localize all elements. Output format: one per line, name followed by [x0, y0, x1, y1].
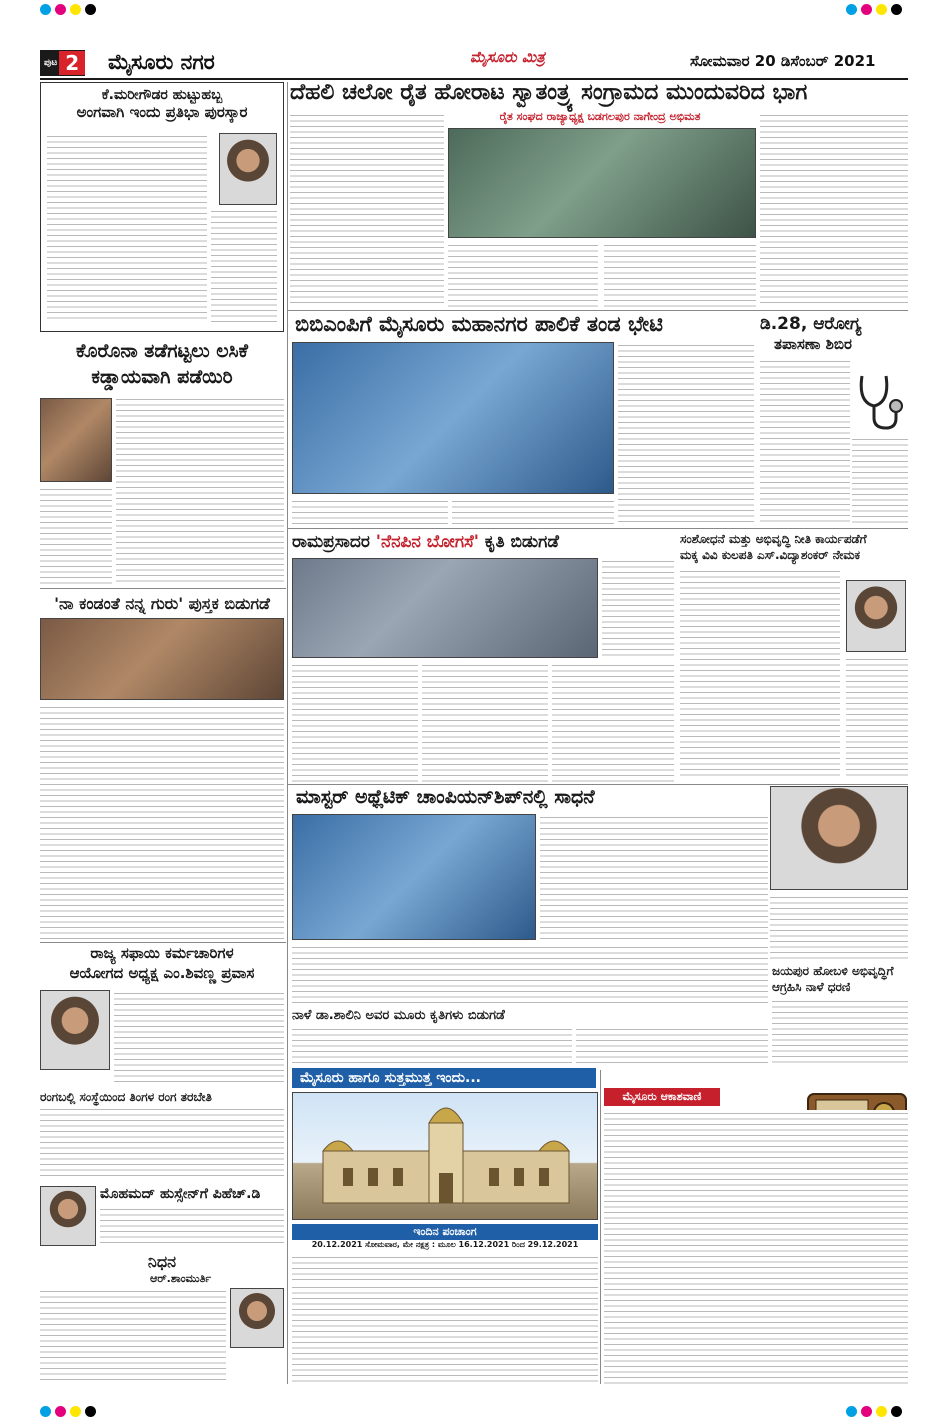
phd-body-text [100, 1206, 284, 1246]
book-body-text [40, 704, 284, 940]
registration-dots-top-right [846, 4, 902, 15]
award-body-text-2 [211, 208, 277, 323]
safai-title-1: ರಾಜ್ಯ ಸಫಾಯಿ ಕರ್ಮಚಾರಿಗಳ [90, 944, 234, 962]
cyan-dot [40, 4, 51, 15]
award-title-1: ಕೆ.ಮರೀಗೌಡರ ಹುಟ್ಟುಹಬ್ಬ [101, 87, 223, 103]
award-article [40, 82, 284, 332]
black-dot [891, 1406, 902, 1417]
magenta-dot [55, 1406, 66, 1417]
jayapura-title-2: ಆಗ್ರಹಿಸಿ ನಾಳೆ ಧರಣಿ [772, 980, 851, 994]
farmers-body-col4 [760, 112, 908, 307]
registration-dots-bottom-right [846, 1406, 902, 1417]
bbmp-headline: ಬಿಬಿಎಂಪಿಗೆ ಮೈಸೂರು ಮಹಾನಗರ ಪಾಲಿಕೆ ತಂಡ ಭೇಟಿ [295, 312, 663, 336]
bbmp-body-1 [292, 498, 448, 526]
obituary-headline: ನಿಧನ [147, 1252, 177, 1271]
research-body-2 [846, 656, 908, 780]
theatre-body-text [40, 1106, 284, 1180]
yellow-dot [876, 4, 887, 15]
magenta-dot [861, 1406, 872, 1417]
obituary-name: ಆರ್.ಶಾಂಮುರ್ತಿ [150, 1272, 212, 1285]
safai-title-2: ಆಯೋಗದ ಅಧ್ಯಕ್ಷ ಎಂ.ಶಿವಣ್ಣ ಪ್ರವಾಸ [69, 964, 255, 982]
ramaprasad-title-suffix: ಕೃತಿ ಬಿಡುಗಡೆ [478, 532, 559, 552]
ramaprasad-title-prefix: ರಾಮಪ್ರಸಾದರ [292, 532, 376, 552]
shalini-body-1 [292, 1026, 572, 1066]
ramaprasad-body-2 [422, 662, 548, 782]
page-number-badge [40, 50, 85, 76]
bbmp-meeting-photo [292, 342, 614, 494]
award-portrait [219, 133, 277, 205]
farmers-subhead: ರೈತ ಸಂಘದ ರಾಜ್ಯಾಧ್ಯಕ್ಷ ಬಡಗಲಪುರ ನಾಗೇಂದ್ರ ಅಭಿಮತ [499, 110, 701, 123]
jayapura-title-1: ಜಯಪುರ ಹೋಬಳಿ ಅಭಿವೃದ್ಧಿಗೆ [772, 964, 894, 978]
farmers-body-col2 [448, 242, 598, 307]
health-camp-body [760, 358, 850, 526]
ramaprasad-body-1 [292, 662, 418, 782]
yellow-dot [70, 4, 81, 15]
athletics-body-2 [292, 944, 768, 1004]
corona-title-1: ಕೊರೊನಾ ತಡೆಗಟ್ಟಲು ಲಸಿಕೆ [76, 340, 248, 362]
hussain-portrait [40, 1186, 96, 1246]
research-title-1: ಸಂಶೋಧನೆ ಮತ್ತು ಅಭಿವೃದ್ಧಿ ನೀತಿ ಕಾರ್ಯಪಡೆಗೆ [680, 532, 867, 546]
today-events-list [292, 1284, 598, 1384]
athletics-portrait [770, 786, 908, 890]
book-headline: 'ನಾ ಕಂಡಂತೆ ನನ್ನ ಗುರು' ಪುಸ್ತಕ ಬಿಡುಗಡೆ [54, 594, 270, 613]
corona-title-2: ಕಡ್ಡಾಯವಾಗಿ ಪಡೆಯಿರಿ [91, 366, 233, 388]
masthead: ಮೈಸೂರು ಮಿತ್ರ [470, 48, 545, 66]
cyan-dot [40, 1406, 51, 1417]
corona-body-text-2 [40, 486, 112, 586]
farmers-photo [448, 128, 756, 238]
shivanna-portrait [40, 990, 110, 1070]
award-body-text [47, 133, 207, 323]
safai-body-text [114, 990, 284, 1084]
phd-headline: ಮೊಹಮದ್ ಹುಸ್ಸೇನ್‌ಗೆ ಪಿಹೆಚ್.ಡಿ [100, 1186, 261, 1202]
research-title-2: ಮಕ್ಕ ವಿವಿ ಕುಲಪತಿ ಎಸ್.ವಿದ್ಯಾಶಂಕರ್ ನೇಮಕ [680, 548, 861, 562]
stethoscope-icon [852, 372, 906, 432]
ramaprasad-event-photo [292, 558, 598, 658]
vidyashankar-portrait [846, 580, 906, 652]
panchanga-title: ಇಂದಿನ ಪಂಚಾಂಗ [292, 1224, 598, 1240]
today-band: ಮೈಸೂರು ಹಾಗೂ ಸುತ್ತಮುತ್ತ ಇಂದು... [292, 1068, 596, 1088]
black-dot [85, 1406, 96, 1417]
divider [40, 942, 286, 943]
mysore-palace-illustration [292, 1092, 598, 1220]
farmers-headline: ದೆಹಲಿ ಚಲೋ ರೈತ ಹೋರಾಟ ಸ್ವಾತಂತ್ರ್ಯ ಸಂಗ್ರಾಮದ ಮುಂದುವರಿದ ಭಾಗ [290, 80, 808, 105]
magenta-dot [55, 4, 66, 15]
health-camp-title-2: ತಪಾಸಣಾ ಶಿಬಿರ [774, 335, 852, 353]
panchanga-line: 20.12.2021 ಸೋಮವಾರ, ಮೇ ನಕ್ಷತ್ರ : ಮೂಲ 16.12.2021 ರಿಂದ 29.12.2021 [311, 1240, 579, 1249]
ramaprasad-title-highlight: 'ನೆನಪಿನ ಬೋಗಸೆ' [375, 532, 479, 552]
yellow-dot [876, 1406, 887, 1417]
divider [288, 310, 908, 311]
award-title-2: ಅಂಗವಾಗಿ ಇಂದು ಪ್ರತಿಭಾ ಪುರಸ್ಕಾರ [76, 103, 248, 121]
divider [40, 588, 286, 589]
bbmp-body-3 [618, 342, 754, 526]
black-dot [891, 4, 902, 15]
shalini-body-2 [576, 1026, 768, 1066]
akashavani-title: ಮೈಸೂರು ಆಕಾಶವಾಣಿ [604, 1088, 720, 1106]
akashavani-schedule [604, 1110, 908, 1384]
ramaprasad-body-side [602, 558, 674, 658]
obituary-body-text [40, 1288, 226, 1382]
cyan-dot [846, 4, 857, 15]
yellow-dot [70, 1406, 81, 1417]
farmers-body-col3 [604, 242, 756, 307]
page-number: 2 [59, 51, 85, 75]
ramaprasad-body-3 [552, 662, 674, 782]
athletics-caption [770, 894, 908, 960]
divider [288, 528, 908, 529]
section-title: ಮೈಸೂರು ನಗರ [108, 50, 215, 74]
divider [288, 784, 908, 785]
athletes-group-photo [292, 814, 536, 940]
page-label: ಪುಟ [44, 58, 58, 68]
black-dot [85, 4, 96, 15]
registration-dots-bottom [40, 1406, 96, 1417]
shalini-headline: ನಾಳೆ ಡಾ.ಶಾಲಿನಿ ಅವರ ಮೂರು ಕೃತಿಗಳು ಬಿಡುಗಡೆ [292, 1008, 505, 1023]
health-camp-title-1: ಡಿ.28, ಆರೋಗ್ಯ [760, 314, 862, 334]
bbmp-body-2 [452, 498, 614, 526]
obituary-portrait [230, 1288, 284, 1348]
jayapura-body-text [772, 998, 908, 1064]
panchanga-body [292, 1254, 598, 1280]
athletics-headline: ಮಾಸ್ಟರ್ ಅಥ್ಲೆಟಿಕ್ ಚಾಂಪಿಯನ್‌ಶಿಪ್‌ನಲ್ಲಿ ಸಾಧನೆ [296, 786, 595, 808]
health-camp-body-2 [852, 436, 908, 526]
cyan-dot [846, 1406, 857, 1417]
corona-body-text [116, 396, 284, 586]
theatre-headline: ರಂಗಬಲ್ಲಿ ಸಂಸ್ಥೆಯಿಂದ ತಿಂಗಳ ರಂಗ ತರಬೇತಿ [40, 1090, 212, 1104]
vaccination-photo [40, 398, 112, 482]
athletics-body-1 [540, 814, 768, 940]
farmers-body-col1 [290, 112, 444, 307]
issue-date: ಸೋಮವಾರ 20 ಡಿಸೆಂಬರ್ 2021 [690, 52, 876, 70]
column-divider [287, 82, 288, 1384]
book-release-photo [40, 618, 284, 700]
registration-dots-top [40, 4, 96, 15]
ramaprasad-headline [292, 532, 672, 552]
magenta-dot [861, 4, 872, 15]
research-body-1 [680, 568, 840, 780]
column-divider [600, 1070, 601, 1384]
